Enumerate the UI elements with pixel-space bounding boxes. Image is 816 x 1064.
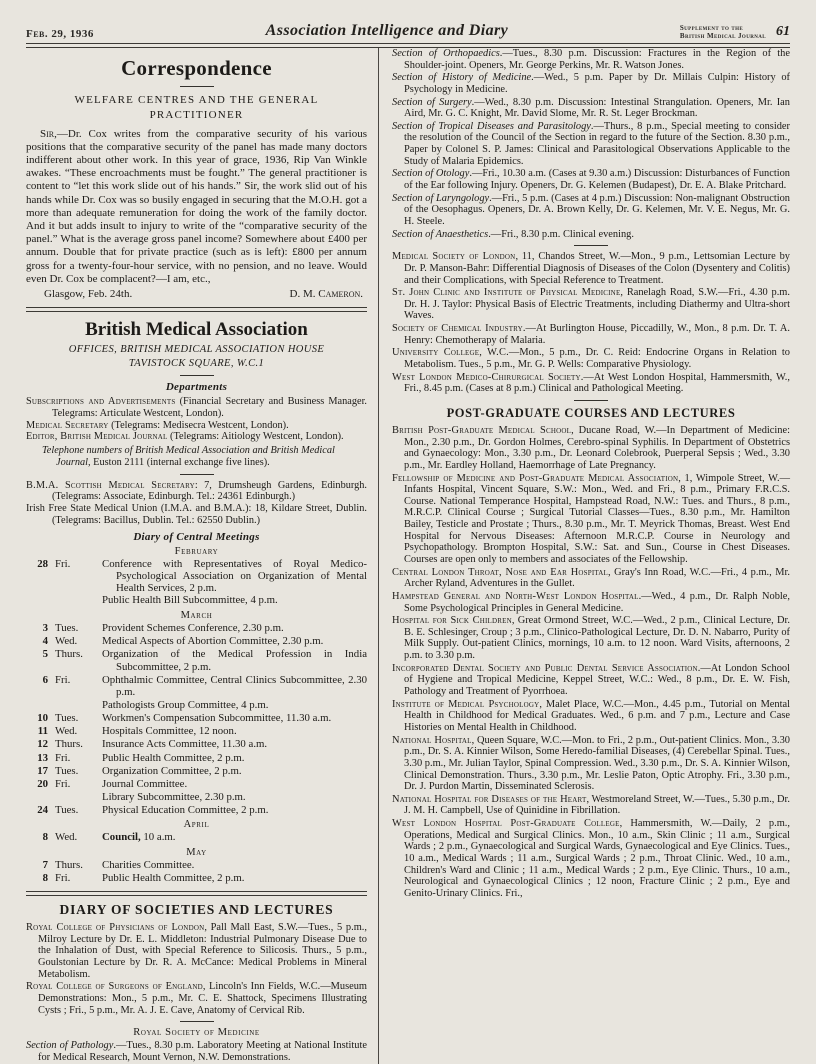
diary-row: 3 Tues. Provident Schemes Conference, 2.30 p.m. xyxy=(42,621,284,634)
diary-row: 8 Wed. Council, 10 a.m. xyxy=(42,831,176,844)
rsm-section-entry: Section of Pathology.—Tues., 8.30 p.m. Laboratory Meeting at National Institute for Medical Research, Mount Vernon, N.W. Demonstrations. xyxy=(26,1040,367,1063)
rsm-heading: Royal Society of Medicine xyxy=(133,1027,260,1039)
rsm-section-entry: Section of Tropical Diseases and Parasitology.—Thurs., 8 p.m., Special meeting to consider the resolution of the Council of the Section in regard to the future of the Section. 8.30 p.m., Paper by Colonel S. P. James: Clinical and Parasitological Observations Applicable to the Study of Malaria Epidemics. xyxy=(392,120,790,167)
supplement-line1: Supplement to the xyxy=(679,24,744,33)
month-label: April xyxy=(183,819,210,831)
society-entry: Medical Society of London, 11, Chandos Street, W.—Mon., 9 p.m., Lettsomian Lecture by Dr. P. Manson-Bahr: Differential Diagnosis of Diseases of the Colon (Dysentery and Colitis) and their Complications, with Special Reference to Treatment. xyxy=(392,251,790,286)
divider xyxy=(180,1021,214,1022)
department-entry: Subscriptions and Advertisements (Financial Secretary and Business Manager. Telegrams: Articulate Westcent, London). xyxy=(26,396,368,419)
diary-row: 13 Fri. Public Health Committee, 2 p.m. xyxy=(37,751,245,764)
letter-signature: D. M. Cameron. xyxy=(289,287,363,300)
letter-text: —Dr. Cox writes from the comparative security of his various positions that the comparative security of the panel has made many doctors indifferent about other work. In this year of grace, 1936, Rip Van Winkle awakes. “These encroachments must be fought.” The general practitioner is content to “let this work slide out of his hands.” Sir, the work slid out of his hands while Dr. Cox was so busily engaged in securing that the M.O.H. got a more than adequate remuneration for doing the work of the family doctor. And it but adds insult to injury to write of the “comparative security of the panel.” What is the average gross panel income? Somewhere about £400 per annum. Double that for private practice (such as is left): £800 per annum gross for a twenty-four-hour service, with no pension, and no leave. Would even Dr. Cox be complacent?—I am, etc., xyxy=(26,127,367,285)
societies-diary-heading: DIARY OF SOCIETIES AND LECTURES xyxy=(59,902,334,918)
society-entry: St. John Clinic and Institute of Physical Medicine, Ranelagh Road, S.W.—Fri., 4.30 p.m. Dr. H. J. Taylor: Physical Basis of Electric Treatments, including Diathermy and Ultra-short Waves. xyxy=(392,287,790,322)
bma-office-line2: TAVISTOCK SQUARE, W.C.1 xyxy=(128,357,265,369)
letter-signature-row xyxy=(26,288,367,300)
rsm-section-entry: Section of Otology.—Fri., 10.30 a.m. (Cases at 9.30 a.m.) Discussion: Disturbances of Function of the Ear following Injury. Openers, Dr. G. Kelemen (Budapest), Dr. E. A. Blake Pritchard. xyxy=(392,168,790,192)
divider xyxy=(574,245,608,246)
letter-heading: WELFARE CENTRES AND THE GENERAL PRACTITIONER xyxy=(74,94,319,121)
society-entry: Royal College of Physicians of London, Pall Mall East, S.W.—Tues., 5 p.m., Milroy Lecture by Dr. E. L. Middleton: Industrial Pulmonary Disease Due to the Inhalation of Dust, with Special Reference to Silicosis. Thurs., 5 p.m., Goulstonian Lecture by Dr. R. A. McCance: Medical Problems in Mineral Metabolism. xyxy=(26,922,367,980)
diary-row: 8 Fri. Public Health Committee, 2 p.m. xyxy=(42,871,245,884)
postgrad-heading: POST-GRADUATE COURSES AND LECTURES xyxy=(446,405,736,420)
diary-row: 28 Fri. Conference with Representatives of Royal Medico-Psychological Association on Organization of Mental Health Services, 2 p.m. Public Health Bill Subcommittee, 4 p.m. xyxy=(37,557,367,607)
postgrad-entry: West London Hospital Post-Graduate College, Hammersmith, W.—Daily, 2 p.m., Operations, Medical and Surgical Clinics. Mon., 10 a.m., Skin Clinic ; 11 a.m., Surgical Wards ; 2 p.m., Gynaecological and Surgical Wards, Gynaecological and Eye Clinics. Tues., 10 a.m., Medical Wards ; 11 a.m., Surgical Wards ; 2 p.m., Throat Clinic. Wed., 10 a.m., Children's Ward and Clinic ; 11 a.m., Medical Wards ; 2 p.m., Eye Clinic. Thurs., 10 a.m., Neurological and Gynaecological Clinics ; 12 noon, Fracture Clinic ; 2 p.m., Eye and Genito-Urinary Clinics. Fri., xyxy=(392,818,790,899)
month-label: May xyxy=(186,846,207,858)
divider xyxy=(180,375,214,376)
supplement-label xyxy=(680,25,766,40)
page-title: Association Intelligence and Diary xyxy=(265,22,509,39)
page-columns xyxy=(26,48,790,1064)
irish-union-entry: Irish Free State Medical Union (I.M.A. and B.M.A.): 18, Kildare Street, Dublin. (Telegrams: Bacillus, Dublin. Tel.: 62550 Dublin.) xyxy=(26,503,367,526)
correspondence-title: Correspondence xyxy=(121,56,272,80)
diary-row: 5 Thurs. Organization of the Medical Profession in India Subcommittee, 2 p.m. xyxy=(42,648,367,673)
divider xyxy=(180,86,214,87)
bma-title: British Medical Association xyxy=(85,318,308,340)
diary-row: 10 Tues. Workmen's Compensation Subcommittee, 11.30 a.m. xyxy=(37,711,332,724)
diary-row: 6 Fri. Ophthalmic Committee, Central Clinics Subcommittee, 2.30 p.m. Pathologists Group Committee, 4 p.m. xyxy=(42,673,367,711)
postgrad-entry: Central London Throat, Nose and Ear Hospital, Gray's Inn Road, W.C.—Fri., 4 p.m., Mr. Archer Ryland, Adventures in the Gullet. xyxy=(392,566,790,590)
postgrad-entry: Fellowship of Medicine and Post-Graduate Medical Association, 1, Wimpole Street, W.—Infants Hospital, Vincent Square, S.W.: Mon., Wed. and Fri., 8 p.m., Primary F.R.C.S. Course. National Temperance Hospital, Hampstead Road, N.W.: Tues. and Thurs., 8 p.m., M.R.C.P. Clinical Course ; Surgical Tutorial Classes—Tues., 8.30 p.m., Mr. Hamilton Bailey, Testicle and Prostate ; Thurs., 8.30 p.m., Mr. T. Meyrick Thomas, Breast. West End Hospital for Nervous Diseases: Afternoon M.R.C.P. Course in Neurology and Psychopathology. Brompton Hospital, S.W.: Sat. and Sun., Course in Chest Diseases. Courses are open only to members and associates of the Fellowship. xyxy=(392,472,790,565)
left-column xyxy=(26,48,378,1064)
diary-row: 4 Wed. Medical Aspects of Abortion Committee, 2.30 p.m. xyxy=(42,635,324,648)
diary-row: 24 Tues. Physical Education Committee, 2 p.m. xyxy=(37,803,269,816)
diary-row: 12 Thurs. Insurance Acts Committee, 11.30 a.m. xyxy=(37,738,268,751)
society-entry: Royal College of Surgeons of England, Lincoln's Inn Fields, W.C.—Museum Demonstrations: Mon., 5 p.m., Mr. C. E. Shattock, Specimens Illustrating Cysts ; Fri., 5 p.m., Mr. A. J. E. Cave, Anatomy of Cervical Rib. xyxy=(26,981,368,1016)
postgrad-entry: Hampstead General and North-West London Hospital.—Wed., 4 p.m., Dr. Ralph Noble, Some Psychological Principles in General Medicine. xyxy=(392,590,790,614)
section-divider xyxy=(26,891,367,896)
section-divider xyxy=(26,307,367,312)
page-number: 61 xyxy=(775,24,790,39)
rsm-section-entry: Section of Surgery.—Wed., 8.30 p.m. Discussion: Intestinal Strangulation. Openers, Mr. Ian Aird, Mr. G. C. Knight, Mr. David Slome, Mr. R. St. Leger Brockman. xyxy=(392,96,790,120)
postgrad-entry: National Hospital for Diseases of the Heart, Westmoreland Street, W.—Tues., 5.30 p.m., Dr. J. M. H. Campbell, Use of Quinidine in Fibrillation. xyxy=(392,793,790,817)
rsm-section-entry: Section of History of Medicine.—Wed., 5 p.m. Paper by Dr. Millais Culpin: History of Psychology in Medicine. xyxy=(392,72,791,95)
right-column xyxy=(378,48,790,1064)
bma-office-address xyxy=(26,343,367,370)
postgrad-entry: Institute of Medical Psychology, Malet Place, W.C.—Mon., 4.45 p.m., Tutorial on Mental Health in Childhood for Medical Graduates. Wed., 6 p.m. and 7 p.m., Lecture and Case Histories on Mental Health in Childhood. xyxy=(392,698,790,733)
postgrad-entry: National Hospital, Queen Square, W.C.—Mon. to Fri., 2 p.m., Out-patient Clinics. Mon., 3.30 p.m., Dr. S. A. Kinnier Wilson, Some Heredo-familial Diseases, (4) Cerebellar Spinal. Tues., 3.30 p.m., Mr. Julian Taylor, Spinal Compression. Wed., 3.30 p.m., Dr. S. A. Kinnier Wilson, Clinical Demonstration. Thurs., 3.30 p.m., Mr. Leslie Paton, Optic Atrophy. Fri., 3.30 p.m., Dr. J. Purdon Martin, Disseminated Sclerosis. xyxy=(392,734,790,793)
society-entry: University College, W.C.—Mon., 5 p.m., Dr. C. Reid: Endocrine Organs in Relation to Metabolism. Tues., 5 p.m., Mr. G. P. Wells: Comparative Physiology. xyxy=(392,347,790,371)
supplement-line2: British Medical Journal xyxy=(679,31,766,40)
divider xyxy=(180,474,214,475)
telephone-note: Telephone numbers of British Medical Association and British Medical Journal, Euston 2111 (internal exchange five lines). xyxy=(42,445,335,468)
society-entry: Society of Chemical Industry.—At Burlington House, Piccadilly, W., Mon., 8 p.m. Dr. T. A. Henry: Chemotherapy of Malaria. xyxy=(392,323,791,346)
letter-place-date: Glasgow, Feb. 24th. xyxy=(44,287,133,300)
postgrad-entry: Hospital for Sick Children, Great Ormond Street, W.C.—Wed., 2 p.m., Clinical Lecture, Dr. B. E. Schlesinger, Croup ; 3 p.m., Clinico-Pathological Lecture, Dr. D. N. Nabarro, Purity of Milk Supply. Out-patient Clinics, mornings, 10 a.m. to 12 noon. Ward Visits, afternoons, 2 p.m. to 3.30 p.m. xyxy=(392,615,790,662)
department-entry: Medical Secretary (Telegrams: Medisecra Westcent, London). xyxy=(26,419,289,431)
rsm-section-entry: Section of Laryngology.—Fri., 5 p.m. (Cases at 4 p.m.) Discussion: Non-malignant Obstruction of the Oesophagus. Openers, Dr. A. Brown Kelly, Dr. G. Kelemen, Mr. V. E. Negus, Mr. G. H. Steele. xyxy=(392,192,790,227)
issue-date: Feb. 29, 1936 xyxy=(26,28,94,40)
scottish-secretary-entry: B.M.A. Scottish Medical Secretary: 7, Drumsheugh Gardens, Edinburgh. (Telegrams: Associate, Edinburgh. Tel.: 24361 Edinburgh.) xyxy=(26,479,367,503)
masthead xyxy=(26,14,790,40)
diary-row: 20 Fri. Journal Committee. Library Subcommittee, 2.30 p.m. xyxy=(37,778,246,803)
diary-row: 11 Wed. Hospitals Committee, 12 noon. xyxy=(37,725,237,738)
letter-body xyxy=(26,128,367,286)
postgrad-entry: British Post-Graduate Medical School, Ducane Road, W.—In Department of Medicine: Mon., 2.30 p.m., Dr. Gordon Holmes, Cerebro-spinal Syphilis. In Department of Obstetrics and Gynaecology: Mon., 3.30 p.m., Dr. Leonard Colebrook, Puerperal Sepsis ; Wed., 3.30 p.m., Mr. Eardley Holland, Haemorrhage of Late Pregnancy. xyxy=(392,424,790,471)
society-entry: West London Medico-Chirurgical Society.—At West London Hospital, Hammersmith, W., Fri., 8.45 p.m. (Cases at 8 p.m.) Clinical and Pathological Meeting. xyxy=(392,371,790,395)
month-label: March xyxy=(180,609,213,621)
diary-row: 17 Tues. Organization Committee, 2 p.m. xyxy=(37,765,242,778)
bma-office-line1: OFFICES, BRITISH MEDICAL ASSOCIATION HOUSE xyxy=(68,343,325,355)
rsm-section-entry: Section of Orthopaedics.—Tues., 8.30 p.m. Discussion: Fractures in the Region of the Shoulder-joint. Openers, Mr. George Perkins, Mr. R. Watson Jones. xyxy=(392,48,790,71)
department-entry: Editor, British Medical Journal (Telegrams: Aitiology Westcent, London). xyxy=(26,431,344,443)
diary-row: 7 Thurs. Charities Committee. xyxy=(42,858,195,871)
masthead-right xyxy=(680,24,790,40)
central-meetings-heading: Diary of Central Meetings xyxy=(133,530,260,543)
divider xyxy=(574,400,608,401)
letter-salutation: Sir, xyxy=(40,127,57,140)
month-label: February xyxy=(174,545,219,557)
postgrad-entry: Incorporated Dental Society and Public Dental Service Association.—At London School of Hygiene and Tropical Medicine, Keppel Street, W.C.: Wed., 8 p.m., Dr. E. W. Fish, Pathology and Treatment of Pyorrhoea. xyxy=(392,662,790,698)
departments-heading: Departments xyxy=(165,381,228,394)
rsm-section-entry: Section of Anaesthetics.—Fri., 8.30 p.m. Clinical evening. xyxy=(392,228,634,240)
